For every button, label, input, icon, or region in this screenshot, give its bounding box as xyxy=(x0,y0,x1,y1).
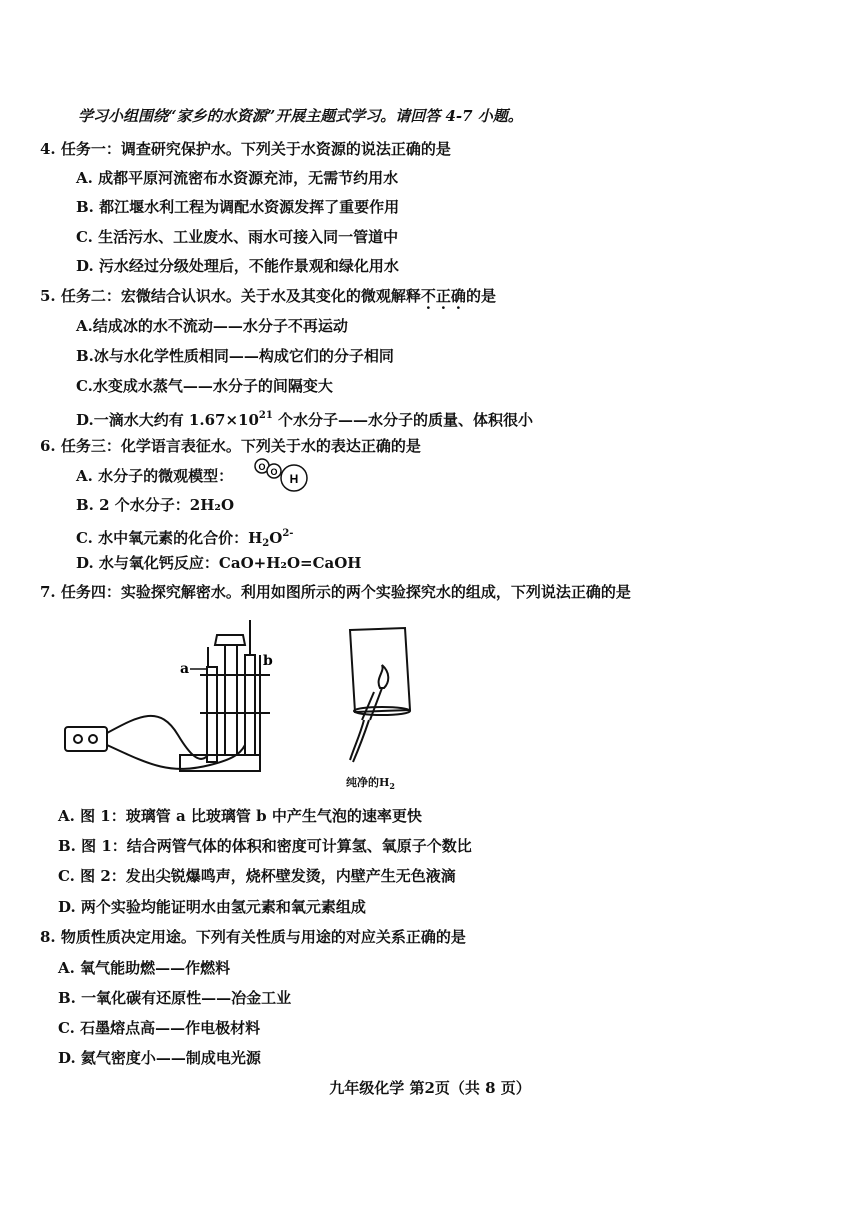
emphasis-char: 不 xyxy=(420,287,436,305)
glass-tube-a xyxy=(207,667,217,762)
question-6-option-b: B. 2 个水分子：2H₂O xyxy=(76,496,235,514)
question-7-option-d: D. 两个实验均能证明水由氢元素和氧元素组成 xyxy=(58,898,366,916)
intro-text: 学习小组围绕“家乡的水资源”开展主题式学习。请回答 4-7 小题。 xyxy=(78,107,523,125)
power-supply-icon xyxy=(65,727,107,751)
question-4-option-d: D. 污水经过分级处理后，不能作景观和绿化用水 xyxy=(76,257,399,275)
emphasis-char: 确 xyxy=(450,287,466,305)
superscript: 2- xyxy=(282,528,294,539)
question-5-option-c: C.水变成水蒸气——水分子的间隔变大 xyxy=(76,377,333,395)
question-5-option-d xyxy=(76,406,533,430)
question-8-option-b: B. 一氧化碳有还原性——冶金工业 xyxy=(58,989,292,1007)
tube-a-label: a xyxy=(180,661,190,677)
question-5-stem-tail: 的是 xyxy=(465,287,496,305)
inverted-beaker xyxy=(350,628,410,712)
water-molecule-model xyxy=(252,456,322,496)
tube-b-label: b xyxy=(263,653,273,669)
model-atom-o1-label: O xyxy=(258,462,266,472)
question-7-option-a: A. 图 1：玻璃管 a 比玻璃管 b 中产生气泡的速率更快 xyxy=(58,807,422,825)
question-8-option-d: D. 氦气密度小——制成电光源 xyxy=(58,1049,261,1067)
reservoir-tube xyxy=(225,645,237,755)
question-4-option-a: A. 成都平原河流密布水资源充沛，无需节约用水 xyxy=(76,169,399,187)
caption-text: 纯净的H xyxy=(346,776,390,789)
question-8-option-c: C. 石墨熔点高——作电极材料 xyxy=(58,1019,261,1037)
question-7-option-b: B. 图 1：结合两管气体的体积和密度可计算氢、氧原子个数比 xyxy=(58,837,472,855)
option-d-text-tail: 个水分子——水分子的质量、体积很小 xyxy=(272,411,534,429)
electrolysis-apparatus-figure xyxy=(60,615,300,785)
option-c-text: C. 水中氧元素的化合价：H xyxy=(76,529,263,547)
question-5-stem-text: 5. 任务二：宏微结合认识水。关于水及其变化的微观解释 xyxy=(40,287,421,305)
question-8-option-a: A. 氧气能助燃——作燃料 xyxy=(58,959,231,977)
flame-icon xyxy=(379,665,389,688)
question-5-option-b: B.冰与水化学性质相同——构成它们的分子相同 xyxy=(76,347,394,365)
exponent: 21 xyxy=(258,410,273,421)
question-7-option-c: C. 图 2：发出尖锐爆鸣声，烧杯壁发烫，内壁产生无色液滴 xyxy=(58,867,456,885)
question-4-stem: 4. 任务一：调查研究保护水。下列关于水资源的说法正确的是 xyxy=(40,140,451,158)
question-6-option-c xyxy=(76,524,293,554)
caption-subscript: 2 xyxy=(389,781,395,791)
question-7-stem: 7. 任务四：实验探究解密水。利用如图所示的两个实验探究水的组成，下列说法正确的是 xyxy=(40,583,631,601)
model-atom-o2-label: O xyxy=(270,467,278,477)
question-6-option-a: A. 水分子的微观模型： xyxy=(76,467,234,485)
question-6-stem: 6. 任务三：化学语言表征水。下列关于水的表达正确的是 xyxy=(40,437,421,455)
question-4-option-c: C. 生活污水、工业废水、雨水可接入同一管道中 xyxy=(76,228,399,246)
figure-2-caption xyxy=(346,773,395,796)
hydrogen-combustion-figure xyxy=(330,620,440,780)
question-8-stem: 8. 物质性质决定用途。下列有关性质与用途的对应关系正确的是 xyxy=(40,928,466,946)
option-c-element: O xyxy=(269,529,283,547)
model-atom-h-label: H xyxy=(289,472,299,486)
subscript: 2 xyxy=(262,538,270,549)
page-footer: 九年级化学 第2页（共 8 页） xyxy=(329,1079,531,1097)
emphasis-char: 正 xyxy=(435,287,451,305)
glass-tube-b xyxy=(245,655,255,755)
question-5-option-a: A.结成冰的水不流动——水分子不再运动 xyxy=(76,317,348,335)
question-4-option-b: B. 都江堰水利工程为调配水资源发挥了重要作用 xyxy=(76,198,400,216)
question-5-stem xyxy=(40,286,496,306)
option-d-text: D.一滴水大约有 1.67×10 xyxy=(76,411,259,429)
question-6-option-d: D. 水与氧化钙反应：CaO+H₂O=CaOH xyxy=(76,554,362,572)
